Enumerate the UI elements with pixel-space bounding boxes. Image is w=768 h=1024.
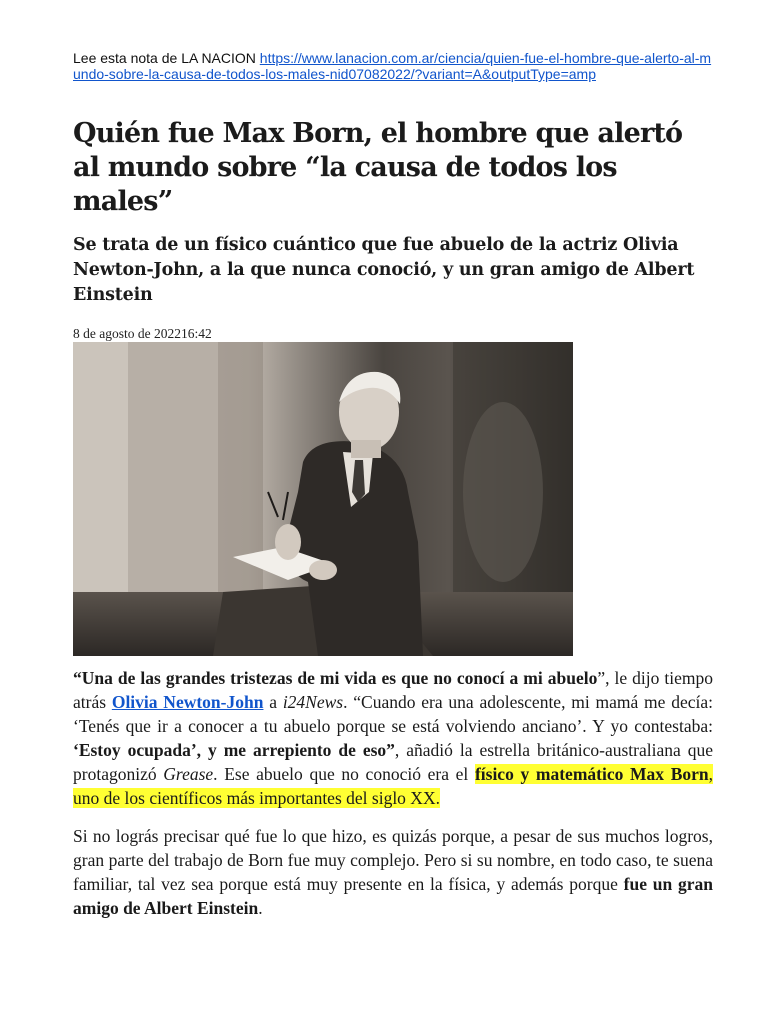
quote-1: “Una de las grandes tristezas de mi vida es que no conocí a mi abuelo [73,668,598,688]
para2-end: . [258,898,263,918]
source-note [73,50,713,82]
highlight-bold: físico y matemático Max Born [474,764,709,784]
source-note-prefix: Lee esta nota de LA NACION [73,50,260,66]
article-title: Quién fue Max Born, el hombre que alertó al mundo sobre “la causa de todos los males” [73,118,683,217]
quote-2: ‘Estoy ocupada’, y me arrepiento de eso” [73,740,395,760]
para1-text-1: ”, le dijo tiempo atrás [73,668,713,712]
article-subtitle: Se trata de un físico cuántico que fue abuelo de la actriz Olivia Newton-John, a la que nunca conoció, y un gran amigo de Albert Einstein [73,235,695,305]
olivia-newton-john-link[interactable]: Olivia Newton-John [111,692,264,712]
para2-bold: fue un gran amigo de Albert Einstein [73,874,714,918]
article-date: 8 de agosto de 202216:42 [73,326,212,341]
paragraph-2 [73,824,713,920]
para1-text-3: . “Cuando era una adolescente, mi mamá me decía: ‘Tenés que ir a conocer a tu abuelo porque se está volviendo anciano’. Y yo contestaba: [73,692,713,736]
para1-text-5: . Ese abuelo que no conoció era el [213,764,475,784]
para1-text-2: a [263,692,283,712]
outlet-name: i24News [282,692,344,712]
max-born-photo [73,342,573,656]
film-name: Grease [163,764,214,784]
source-url-link[interactable]: https://www.lanacion.com.ar/ciencia/quien-fue-el-hombre-que-alerto-al-mundo-sobre-la-causa-de-todos-los-males-nid07082022/?variant=A&outputType=amp [73,50,712,82]
para2-text: Si no lográs precisar qué fue lo que hizo, es quizás porque, a pesar de sus muchos logros, gran parte del trabajo de Born fue muy complejo. Pero si su nombre, en todo caso, te suena familiar, tal vez sea porque está muy presente en la física, y además porque [73,826,713,894]
document-page [73,50,713,920]
highlight-rest: , uno de los científicos más importantes del siglo XX. [73,764,713,808]
paragraph-1 [73,666,713,810]
para1-text-4: , añadió la estrella británico-australiana que protagonizó [73,740,714,784]
